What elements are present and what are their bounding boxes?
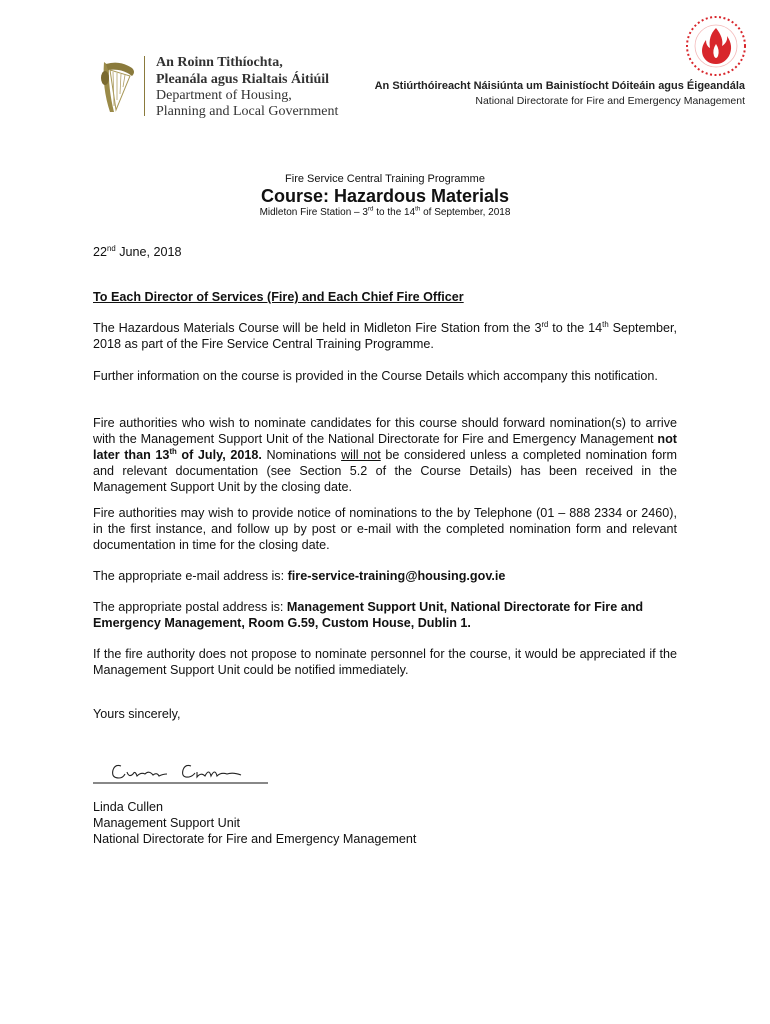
- paragraph-telephone-notice: Fire authorities may wish to provide notice of nominations to the by Telephone (01 – 888 2334 or 2460), in the first instance, and follow up by post or e-mail with the completed nomination form and relevant documentation in time for the closing date.: [93, 506, 677, 552]
- programme-name: Fire Service Central Training Programme: [285, 173, 485, 185]
- logo-divider: [144, 56, 145, 116]
- dept-name-english-1: Department of Housing,: [156, 88, 292, 103]
- dept-name-english-2: Planning and Local Government: [156, 104, 339, 119]
- directorate-name-irish: An Stiúrthóireacht Náisiúnta um Bainistíocht Dóiteáin agus Éigeandála: [374, 80, 745, 92]
- department-names: [156, 54, 338, 120]
- signatory-directorate: National Directorate for Fire and Emergency Management: [93, 832, 417, 846]
- postal-address: Management Support Unit, National Directorate for Fire and Emergency Management, Room G.59, Custom House, Dublin 1.: [93, 600, 644, 630]
- department-logo: [96, 56, 356, 122]
- dept-name-irish-1: An Roinn Tithíochta,: [156, 55, 283, 70]
- paragraph-no-nomination: If the fire authority does not propose to nominate personnel for the course, it would be appreciated if the Management Support Unit could be notified immediately.: [93, 647, 677, 677]
- signatory-name: Linda Cullen: [93, 800, 164, 814]
- paragraph-nomination-deadline: Fire authorities who wish to nominate candidates for this course should forward nomination(s) to arrive with the Management Support Unit of the National Directorate for Fire and Emergency Management not later than 13th of July, 2018. Nominations will not be considered unless a completed nomination form and relevant documentation (see Section 5.2 of the Course Details) has been received in the Management Support Unit by the closing date.: [93, 416, 677, 494]
- handwritten-signature: [93, 760, 268, 786]
- paragraph-course-announcement: The Hazardous Materials Course will be held in Midleton Fire Station from the 3rd to the 14th September, 2018 as part of the Fire Service Central Training Programme.: [93, 319, 677, 351]
- course-venue-dates: Midleton Fire Station – 3rd to the 14th of September, 2018: [259, 205, 511, 218]
- course-title: Course: Hazardous Materials: [260, 186, 510, 206]
- paragraph-further-information: Further information on the course is provided in the Course Details which accompany this notification.: [93, 369, 658, 383]
- email-address: fire-service-training@housing.gov.ie: [287, 569, 506, 583]
- paragraph-email-address: The appropriate e-mail address is: fire-service-training@housing.gov.ie: [93, 569, 506, 583]
- paragraph-postal-address: The appropriate postal address is: Management Support Unit, National Directorate for Fire and Emergency Management, Room G.59, Custom House, Dublin 1.: [93, 600, 644, 630]
- directorate-name-english: National Directorate for Fire and Emergency Management: [475, 95, 745, 107]
- closing-salutation: Yours sincerely,: [93, 707, 181, 721]
- flame-seal-icon: [684, 14, 748, 78]
- dept-name-irish-2: Pleanála agus Rialtais Áitiúil: [156, 72, 330, 87]
- addressee-heading: To Each Director of Services (Fire) and Each Chief Fire Officer: [93, 290, 464, 304]
- harp-icon: [96, 58, 138, 116]
- letter-date: 22nd June, 2018: [93, 243, 182, 259]
- signatory-unit: Management Support Unit: [93, 816, 241, 830]
